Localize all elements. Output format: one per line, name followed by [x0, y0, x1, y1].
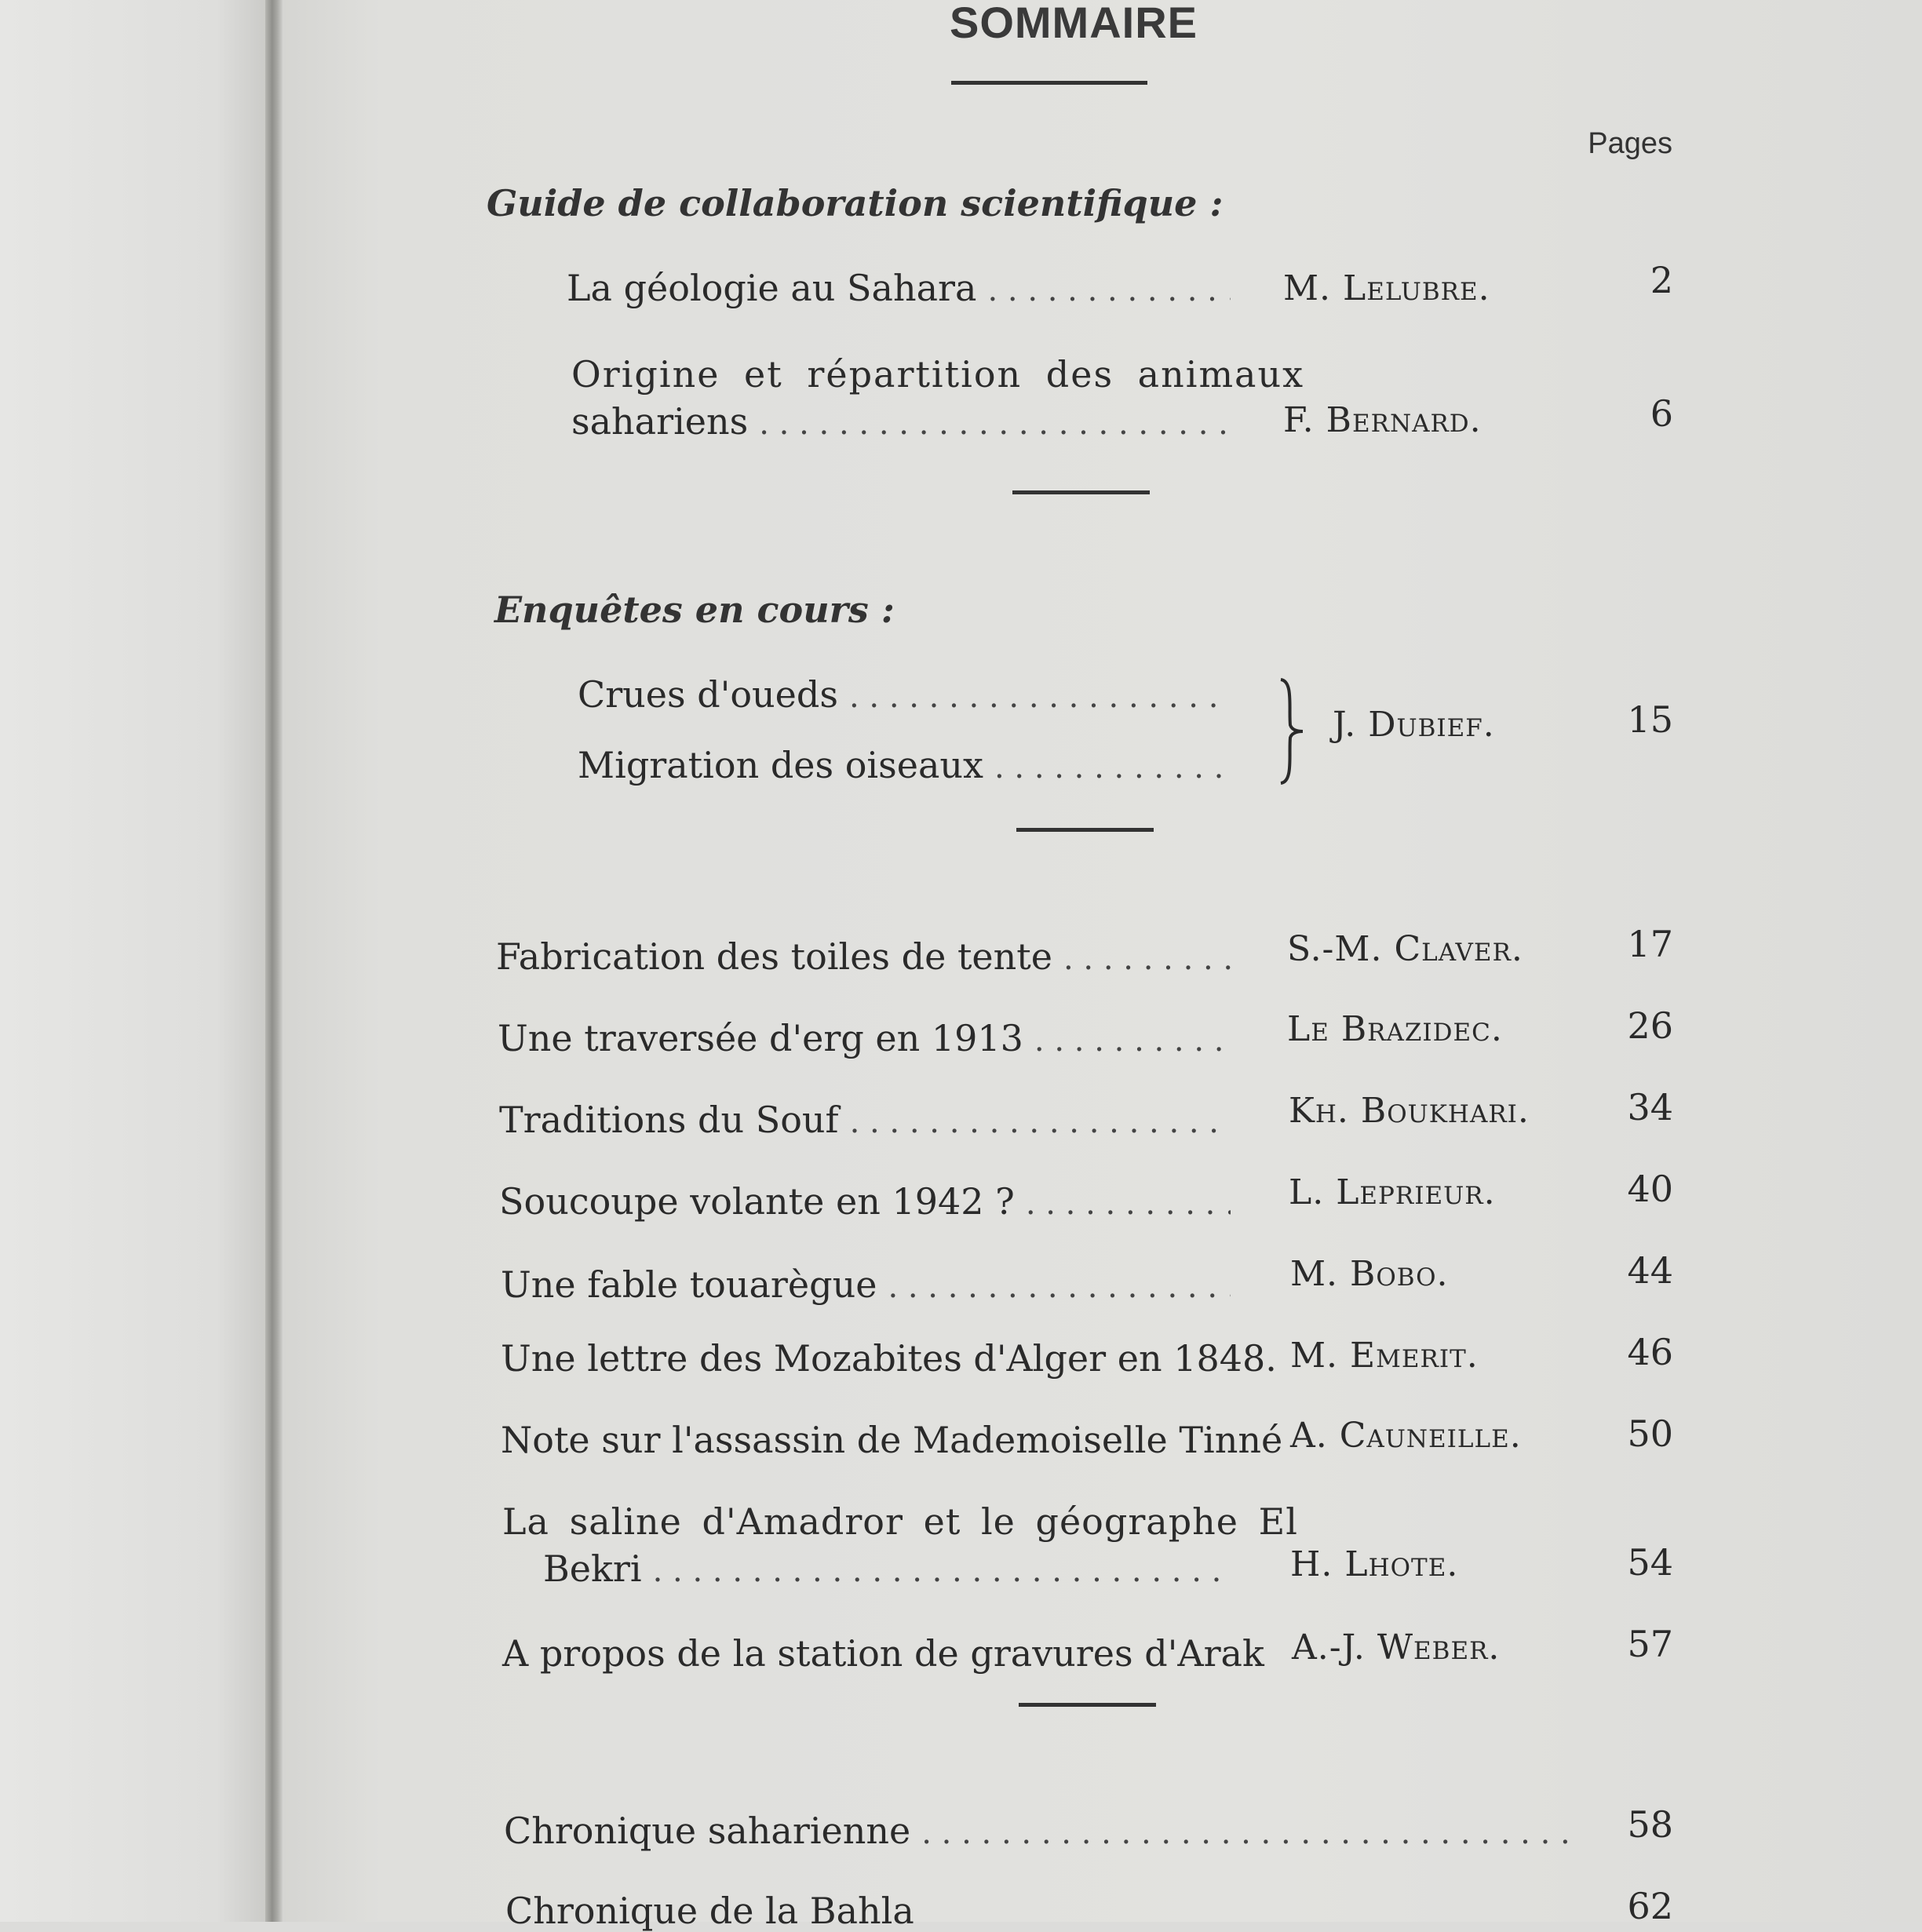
page-title: SOMMAIRE: [950, 0, 1198, 47]
entry-author: Le Brazidec.: [1287, 1009, 1503, 1049]
left-page: [0, 0, 271, 1922]
entry-title-line2: sahariens: [571, 400, 749, 443]
entry-title: Note sur l'assassin de Mademoiselle Tinné: [501, 1419, 1283, 1461]
leader-dots: [1063, 935, 1231, 978]
entry-page: 57: [1627, 1623, 1673, 1665]
leader-dots: [759, 400, 1229, 443]
entry-page: 46: [1627, 1331, 1673, 1373]
entry-page: 54: [1627, 1541, 1673, 1584]
leader-dots: [987, 267, 1231, 309]
entry-title-line2: Bekri: [543, 1547, 642, 1590]
toc-entry: [502, 1632, 1264, 1675]
toc-entry: [499, 1180, 1242, 1223]
entry-title: Une traversée d'erg en 1913: [498, 1017, 1023, 1059]
toc-entry: [543, 1547, 1242, 1590]
entry-title: Chronique de la Bahla: [505, 1890, 914, 1932]
section-divider: [1012, 490, 1150, 494]
leader-dots: [653, 1547, 1231, 1590]
leader-dots: [849, 673, 1231, 716]
entry-author: A. Cauneille.: [1290, 1416, 1522, 1456]
entry-title-line1: La saline d'Amadror et le géographe El: [502, 1500, 1298, 1543]
entry-page: 58: [1627, 1803, 1673, 1846]
pages-column-label: Pages: [1588, 127, 1672, 160]
entry-author: S.-M. Claver.: [1287, 929, 1523, 969]
section-divider: [1016, 828, 1154, 832]
entry-title: Traditions du Souf: [499, 1099, 839, 1141]
entry-page: 17: [1627, 923, 1673, 965]
entry-title: Une lettre des Mozabites d'Alger en 1848.: [501, 1337, 1277, 1380]
leader-dots: [1034, 1017, 1231, 1059]
entry-author: Kh. Boukhari.: [1289, 1091, 1530, 1131]
entry-page: 50: [1627, 1413, 1673, 1455]
entry-author: M. Lelubre.: [1283, 268, 1490, 308]
entry-author: A.-J. Weber.: [1292, 1628, 1501, 1668]
bleed-through-header: [487, 8, 1679, 290]
entry-author: M. Emerit.: [1290, 1336, 1479, 1376]
grouping-brace: [1271, 676, 1311, 786]
toc-entry: [578, 744, 1242, 786]
entry-title: Fabrication des toiles de tente: [496, 935, 1052, 978]
entry-page: 6: [1650, 392, 1673, 435]
toc-entry: [501, 1337, 1277, 1380]
toc-entry: [498, 1017, 1242, 1059]
toc-entry: [578, 673, 1242, 716]
entry-page: 26: [1627, 1004, 1673, 1047]
entry-author: L. Leprieur.: [1289, 1172, 1496, 1212]
entry-title-line1: Origine et répartition des animaux: [571, 353, 1305, 396]
title-rule: [951, 81, 1147, 85]
entry-author: F. Bernard.: [1283, 400, 1482, 440]
toc-entry: [501, 1263, 1242, 1306]
leader-dots: [850, 1099, 1231, 1141]
toc-entry: [504, 1810, 1587, 1852]
leader-dots: [994, 744, 1231, 786]
entry-title: Une fable touarègue: [501, 1263, 877, 1306]
toc-entry: [499, 1099, 1242, 1141]
entry-title: Crues d'oueds: [578, 673, 838, 716]
entry-page: 15: [1627, 698, 1673, 741]
entry-author: H. Lhote.: [1290, 1544, 1459, 1584]
entry-title: Chronique saharienne: [504, 1810, 911, 1852]
entry-title: Migration des oiseaux: [578, 744, 983, 786]
toc-entry: [571, 400, 1240, 443]
book-gutter: [265, 0, 283, 1922]
entry-page: 44: [1627, 1249, 1673, 1292]
entry-page: 40: [1627, 1168, 1673, 1210]
entry-title: Soucoupe volante en 1942 ?: [499, 1180, 1015, 1223]
toc-entry: [501, 1419, 1283, 1461]
toc-entry: [567, 267, 1242, 309]
entry-page: 2: [1650, 259, 1673, 301]
entry-title: A propos de la station de gravures d'Arak: [502, 1632, 1264, 1675]
section-divider: [1019, 1703, 1156, 1707]
leader-dots: [921, 1810, 1576, 1852]
section-heading-guide: Guide de collaboration scientifique :: [487, 182, 1224, 224]
entry-page: 62: [1627, 1885, 1673, 1927]
toc-entry: [505, 1890, 1588, 1932]
toc-entry: [496, 935, 1242, 978]
entry-author: J. Dubief.: [1333, 705, 1495, 745]
leader-dots: [888, 1263, 1231, 1306]
entry-page: 34: [1627, 1086, 1673, 1128]
entry-author: M. Bobo.: [1290, 1254, 1449, 1294]
section-heading-enquetes: Enquêtes en cours :: [494, 589, 895, 631]
entry-title: La géologie au Sahara: [567, 267, 977, 309]
leader-dots: [1026, 1180, 1231, 1223]
